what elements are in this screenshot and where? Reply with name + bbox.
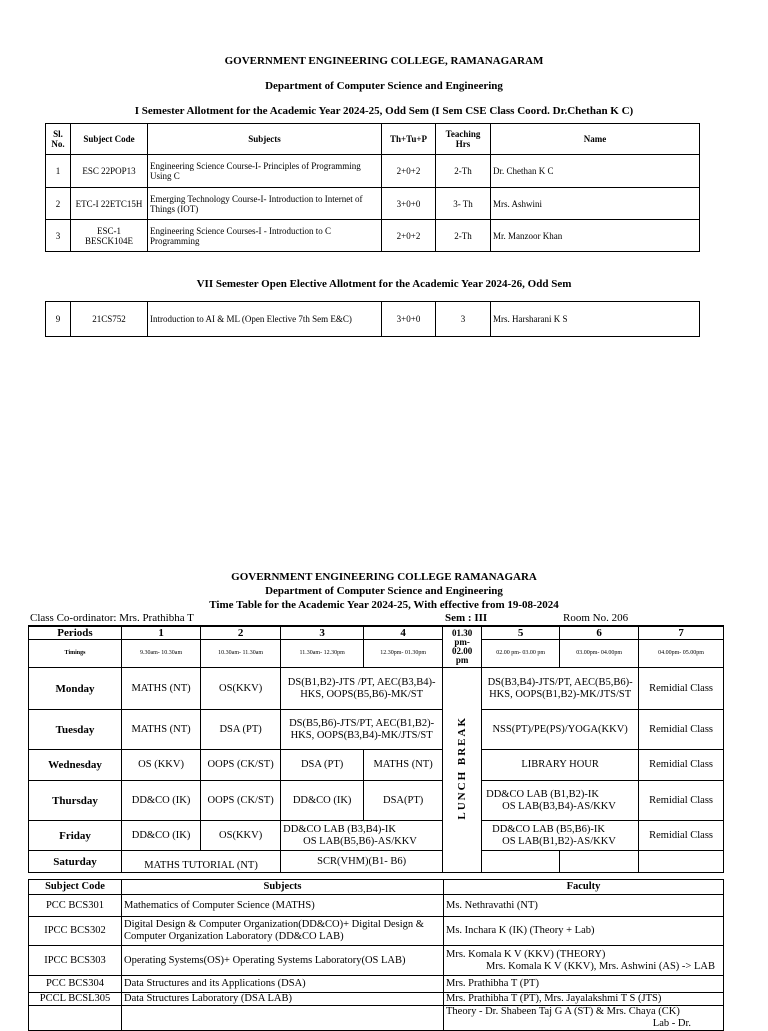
semester-label: Sem : III — [445, 612, 488, 624]
timings-label: Timings — [29, 640, 122, 668]
cell: Remidial Class — [639, 710, 724, 750]
tt-college-title: GOVERNMENT ENGINEERING COLLEGE RAMANAGARA — [231, 571, 537, 583]
cell: Emerging Technology Course-I- Introduction to Internet of Things (IOT) — [148, 188, 382, 220]
cell: DS(B1,B2)-JTS /PT, AEC(B3,B4)-HKS, OOPS(B5,B6)-MK/ST — [281, 668, 443, 710]
table-row — [29, 946, 724, 976]
cell: DD&CO (IK) — [281, 781, 364, 821]
period-num: 5 — [482, 626, 560, 640]
cell: MATHS (NT) — [122, 710, 201, 750]
subject-code: IPCC BCS302 — [29, 917, 122, 946]
header-subjects: Subjects — [148, 124, 382, 155]
header-hrs: Teaching Hrs — [436, 124, 491, 155]
subject-name: Data Structures and its Applications (DSA) — [122, 976, 444, 993]
cell: 21CS752 — [71, 302, 148, 337]
day-label: Thursday — [29, 781, 122, 821]
table-row — [29, 710, 724, 750]
allotment-table — [45, 123, 700, 252]
class-coordinator: Class Co-ordinator: Mrs. Prathibha T — [30, 612, 194, 624]
faculty-line: Mrs. Komala K V (KKV), Mrs. Ashwini (AS) -> LAB — [486, 960, 715, 972]
college-title: GOVERNMENT ENGINEERING COLLEGE, RAMANAGARAM — [224, 55, 544, 67]
faculty-name: Mrs. Prathibha T (PT) — [444, 976, 724, 993]
table-row — [29, 750, 724, 781]
cell — [281, 821, 443, 851]
subject-name: Operating Systems(OS)+ Operating Systems Laboratory(OS LAB) — [122, 946, 444, 976]
sem1-title: I Semester Allotment for the Academic Year 2024-25, Odd Sem (I Sem CSE Class Coord. Dr.Chethan K C) — [134, 105, 634, 117]
cell: 3 — [436, 302, 491, 337]
cell — [639, 851, 724, 873]
cell: 3+0+0 — [382, 188, 436, 220]
cell: Mrs. Harsharani K S — [491, 302, 700, 337]
header-code: Subject Code — [71, 124, 148, 155]
cell: Introduction to AI & ML (Open Elective 7th Sem E&C) — [148, 302, 382, 337]
header-thtup: Th+Tu+P — [382, 124, 436, 155]
day-label: Wednesday — [29, 750, 122, 781]
cell: 2-Th — [436, 155, 491, 188]
cell: Mrs. Ashwini — [491, 188, 700, 220]
cell: Remidial Class — [639, 668, 724, 710]
header-subjects: Subjects — [122, 880, 444, 895]
timing: 02.00 pm- 03.00 pm — [482, 640, 560, 668]
lunch-break — [443, 668, 482, 873]
cell — [482, 781, 639, 821]
table-row — [29, 851, 724, 873]
cell-line: OS LAB(B1,B2)-AS/KKV — [502, 835, 616, 847]
cell: DS(B5,B6)-JTS/PT, AEC(B1,B2)-HKS, OOPS(B3,B4)-MK/JTS/ST — [281, 710, 443, 750]
timing: 10.30am- 11.30am — [201, 640, 281, 668]
cell — [482, 821, 639, 851]
cell: DSA(PT) — [364, 781, 443, 821]
day-label: Saturday — [29, 851, 122, 873]
cell: Engineering Science Course-I- Principles of Programming Using C — [148, 155, 382, 188]
subject-code: IPCC BCS303 — [29, 946, 122, 976]
cell: 2 — [46, 188, 71, 220]
header-sl: Sl. No. — [46, 124, 71, 155]
cell: 2-Th — [436, 220, 491, 252]
period-num: 1 — [122, 626, 201, 640]
subject-name: Digital Design & Computer Organization(DD&CO)+ Digital Design & Computer Organization Laboratory (DD&CO LAB) — [122, 917, 444, 946]
cell: OOPS (CK/ST) — [201, 781, 281, 821]
cell: ESC-1 BESCK104E — [71, 220, 148, 252]
cell: SCR(VHM)(B1- B6) — [281, 851, 443, 873]
department-title: Department of Computer Science and Engineering — [265, 80, 503, 92]
cell: DSA (PT) — [201, 710, 281, 750]
header-subject-code: Subject Code — [29, 880, 122, 895]
faculty-name: Ms. Nethravathi (NT) — [444, 895, 724, 917]
cell: 3 — [46, 220, 71, 252]
table-row — [46, 155, 700, 188]
cell: 9 — [46, 302, 71, 337]
table-row — [29, 993, 724, 1006]
faculty-line: Mrs. Komala K V (KKV) (THEORY) — [446, 948, 606, 960]
cell: ESC 22POP13 — [71, 155, 148, 188]
cell: Remidial Class — [639, 750, 724, 781]
subject-code: PCCL BCSL305 — [29, 993, 122, 1006]
subject-code — [29, 1006, 122, 1031]
cell: Engineering Science Courses-I - Introduction to C Programming — [148, 220, 382, 252]
period-num: 6 — [560, 626, 639, 640]
table-row — [29, 895, 724, 917]
faculty-name — [444, 946, 724, 976]
lunch-time: 01.30 pm- 02.00 pm — [443, 626, 482, 668]
cell: OS(KKV) — [201, 668, 281, 710]
period-num: 4 — [364, 626, 443, 640]
table-row — [46, 220, 700, 252]
cell: 1 — [46, 155, 71, 188]
faculty-name: Mrs. Prathibha T (PT), Mrs. Jayalakshmi T S (JTS) — [444, 993, 724, 1006]
cell-line: DD&CO LAB (B5,B6)-IK — [492, 823, 605, 835]
subject-faculty-table — [28, 879, 724, 1031]
periods-label: Periods — [29, 626, 122, 640]
table-row — [29, 668, 724, 710]
timing: 12.30pm- 01.30pm — [364, 640, 443, 668]
table-row — [29, 1006, 724, 1031]
table-row — [29, 821, 724, 851]
period-num: 3 — [281, 626, 364, 640]
tt-department-title: Department of Computer Science and Engineering — [265, 585, 503, 597]
timing: 04.00pm- 05.00pm — [639, 640, 724, 668]
cell — [560, 851, 639, 873]
table-row — [46, 188, 700, 220]
cell-line: DD&CO LAB (B3,B4)-IK — [283, 823, 396, 835]
cell: DSA (PT) — [281, 750, 364, 781]
timing: 03.00pm- 04.00pm — [560, 640, 639, 668]
cell-line: OS LAB(B5,B6)-AS/KKV — [303, 835, 417, 847]
table-row — [29, 781, 724, 821]
room-label: Room No. 206 — [563, 612, 629, 624]
table-row — [29, 976, 724, 993]
cell-line: DD&CO LAB (B1,B2)-IK — [486, 788, 599, 800]
sem7-title: VII Semester Open Elective Allotment for the Academic Year 2024-26, Odd Sem — [196, 278, 572, 290]
day-label: Monday — [29, 668, 122, 710]
cell: OS(KKV) — [201, 821, 281, 851]
table-row — [46, 302, 700, 337]
header-faculty: Faculty — [444, 880, 724, 895]
cell: OOPS (CK/ST) — [201, 750, 281, 781]
cell: Remidial Class — [639, 781, 724, 821]
cell: LIBRARY HOUR — [482, 750, 639, 781]
cell: 3- Th — [436, 188, 491, 220]
cell: 2+0+2 — [382, 220, 436, 252]
cell: 2+0+2 — [382, 155, 436, 188]
cell: Remidial Class — [639, 821, 724, 851]
subject-name: Mathematics of Computer Science (MATHS) — [122, 895, 444, 917]
cell: Mr. Manzoor Khan — [491, 220, 700, 252]
table-row — [29, 917, 724, 946]
cell: MATHS (NT) — [364, 750, 443, 781]
subject-code: PCC BCS304 — [29, 976, 122, 993]
tt-title: Time Table for the Academic Year 2024-25, With effective from 19-08-2024 — [209, 599, 559, 611]
period-num: 2 — [201, 626, 281, 640]
cell: Dr. Chethan K C — [491, 155, 700, 188]
faculty-name: Ms. Inchara K (IK) (Theory + Lab) — [444, 917, 724, 946]
cell: MATHS (NT) — [122, 668, 201, 710]
cell: MATHS TUTORIAL (NT) — [122, 851, 281, 873]
day-label: Friday — [29, 821, 122, 851]
cell — [482, 851, 560, 873]
cell: OS (KKV) — [122, 750, 201, 781]
faculty-line: Lab - Dr. — [652, 1018, 691, 1029]
subject-name — [122, 1006, 444, 1031]
day-label: Tuesday — [29, 710, 122, 750]
period-num: 7 — [639, 626, 724, 640]
cell-line: OS LAB(B3,B4)-AS/KKV — [502, 800, 616, 812]
cell: DD&CO (IK) — [122, 781, 201, 821]
faculty-line: Theory - Dr. Shabeen Taj G A (ST) & Mrs. Chaya (CK) — [446, 1006, 680, 1017]
timing: 11.30am- 12.30pm — [281, 640, 364, 668]
sem7-table — [45, 301, 700, 337]
faculty-name — [444, 1006, 724, 1031]
subject-name: Data Structures Laboratory (DSA LAB) — [122, 993, 444, 1006]
lunch-label: LUNCH BREAK — [456, 716, 469, 820]
cell: DS(B3,B4)-JTS/PT, AEC(B5,B6)-HKS, OOPS(B1,B2)-MK/JTS/ST — [482, 668, 639, 710]
subject-code: PCC BCS301 — [29, 895, 122, 917]
timing: 9.30am- 10.30am — [122, 640, 201, 668]
cell: DD&CO (IK) — [122, 821, 201, 851]
timetable — [28, 625, 724, 873]
cell: 3+0+0 — [382, 302, 436, 337]
cell: NSS(PT)/PE(PS)/YOGA(KKV) — [482, 710, 639, 750]
cell: ETC-I 22ETC15H — [71, 188, 148, 220]
header-name: Name — [491, 124, 700, 155]
